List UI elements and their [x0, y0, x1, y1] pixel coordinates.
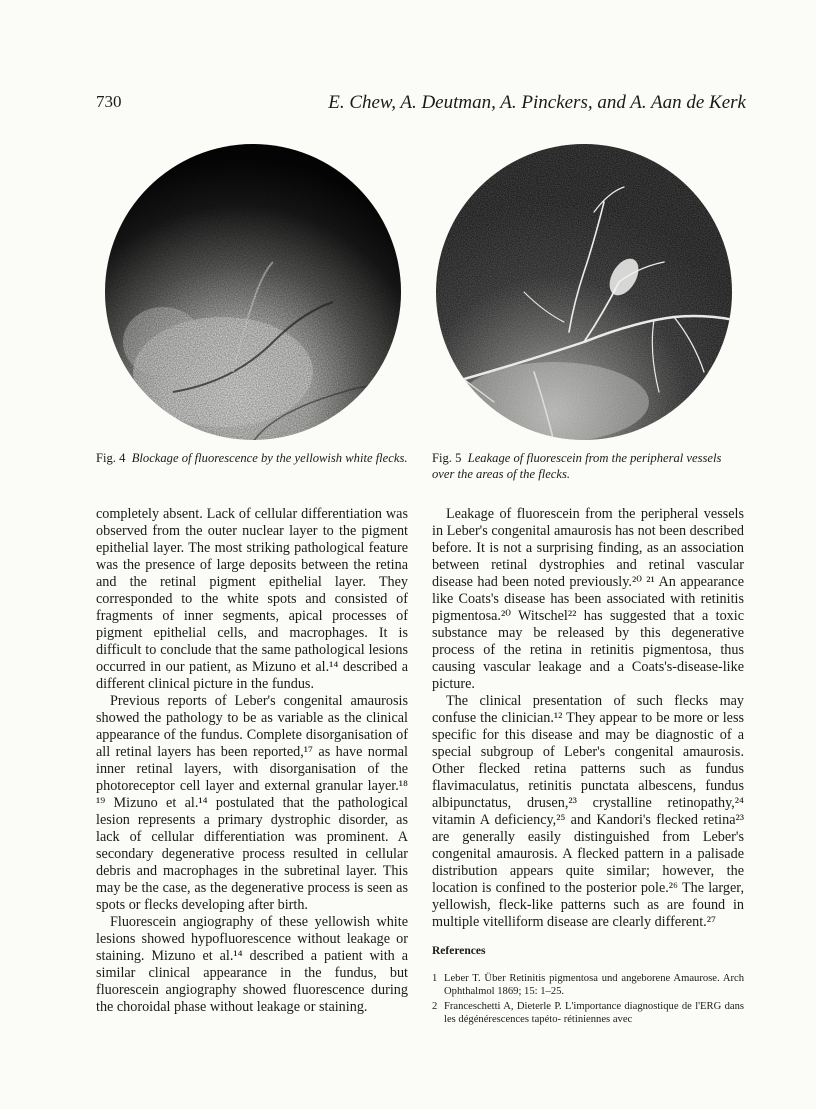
right-paragraph-2: The clinical presentation of such flecks may confuse the clinician.¹² They appear to be more or less specific for this disease and may be diagnostic of a special subgroup of Leber's congenital amaurosis. Other flecked retina patterns such as fundus flavimaculatus, retinitis punctata albescens, fundus albipunctatus, drusen,²³ crystalline retinopathy,²⁴ vitamin A deficiency,²⁵ and Kandori's flecked retina²³ are generally easily distinguished from Leber's congenital amaurosis. A flecked pattern in a palisade distribution appears quite similar; however, the location is confined to the posterior pole.²⁶ The larger, yellowish, fleck-like patterns such as are found in multiple vitelliform disease are clearly different.²⁷ [432, 693, 744, 930]
left-paragraph-3: Fluorescein angiography of these yellowish white lesions showed hypofluorescence without leakage or staining. Mizuno et al.¹⁴ described a patient with a similar clinical appearance in the fundus, but fluorescein angiography showed fluorescence during the choroidal phase without leakage or staining. [96, 914, 408, 1015]
running-head: E. Chew, A. Deutman, A. Pinckers, and A. Aan de Kerk [328, 92, 746, 113]
left-paragraph-1: completely absent. Lack of cellular differentiation was observed from the outer nuclear layer to the pigment epithelial layer. The most striking pathological feature was the presence of large deposits between the retina and the retinal pigment epithelial layer. They corresponded to the white spots and consisted of fragments of inner segments, apical processes of pigment epithelial cells, and macrophages. It is difficult to conclude that the same pathological lesions occurred in our patient, as Mizuno et al.¹⁴ described a different clinical picture in the fundus. [96, 506, 408, 692]
left-text-column [96, 506, 408, 1016]
right-paragraph-1: Leakage of fluorescein from the peripheral vessels in Leber's congenital amaurosis has not been described before. It is not a surprising finding, as an association between retinal dystrophies and retinal vascular disease had been noted previously.²⁰ ²¹ An appearance like Coats's disease has been associated with retinitis pigmentosa.²⁰ Witschel²² has suggested that a toxic substance may be released by this degenerative process of the retina in retinitis pigmentosa, thus causing vascular leakage and a Coats's-disease-like picture. [432, 506, 744, 692]
left-paragraph-2: Previous reports of Leber's congenital amaurosis showed the pathology to be as variable as the clinical appearance of the fundus. Complete disorganisation of all retinal layers has been reported,¹⁷ as have normal inner retinal layers, with disorganisation of the photoreceptor cell layer and external granular layer.¹⁸ ¹⁹ Mizuno et al.¹⁴ postulated that the pathological lesion represents a primary dystrophic disorder, as lack of cellular differentiation was prominent. A secondary degenerative process resulted in cellular debris and macrophages in the subretinal layer. This may be the case, as the degenerative process is seen as spots or flecks developing after birth. [96, 693, 408, 913]
figure-4-caption [96, 450, 408, 466]
figure-5-caption-text: Leakage of fluorescein from the peripheral vessels over the areas of the flecks. [432, 451, 722, 481]
page-header [96, 92, 746, 118]
reference-item [432, 1000, 744, 1026]
page-number: 730 [96, 92, 122, 111]
figure-5-photo [434, 142, 734, 442]
right-text-column [432, 506, 744, 1028]
reference-number: 2 [432, 1001, 438, 1012]
figure-4-photo [103, 142, 403, 442]
reference-item [432, 972, 744, 998]
references-heading: References [432, 945, 486, 957]
figure-4-fundus-image [103, 142, 403, 442]
reference-number: 1 [432, 973, 438, 984]
reference-text: Franceschetti A, Dieterle P. L'importance diagnostique de l'ERG dans les dégénérescences tapéto- rétiniennes avec [444, 1001, 744, 1025]
figure-4-caption-text: Blockage of fluorescence by the yellowish white flecks. [131, 451, 408, 465]
figure-4-label: Fig. 4 [96, 451, 126, 465]
references-list [432, 972, 744, 1026]
figure-5-caption [432, 450, 744, 482]
reference-text: Leber T. Über Retinitis pigmentosa und angeborene Amaurose. Arch Ophthalmol 1869; 15: 1–25. [444, 973, 744, 997]
figure-5-fundus-image [434, 142, 734, 442]
figure-5-label: Fig. 5 [432, 451, 462, 465]
